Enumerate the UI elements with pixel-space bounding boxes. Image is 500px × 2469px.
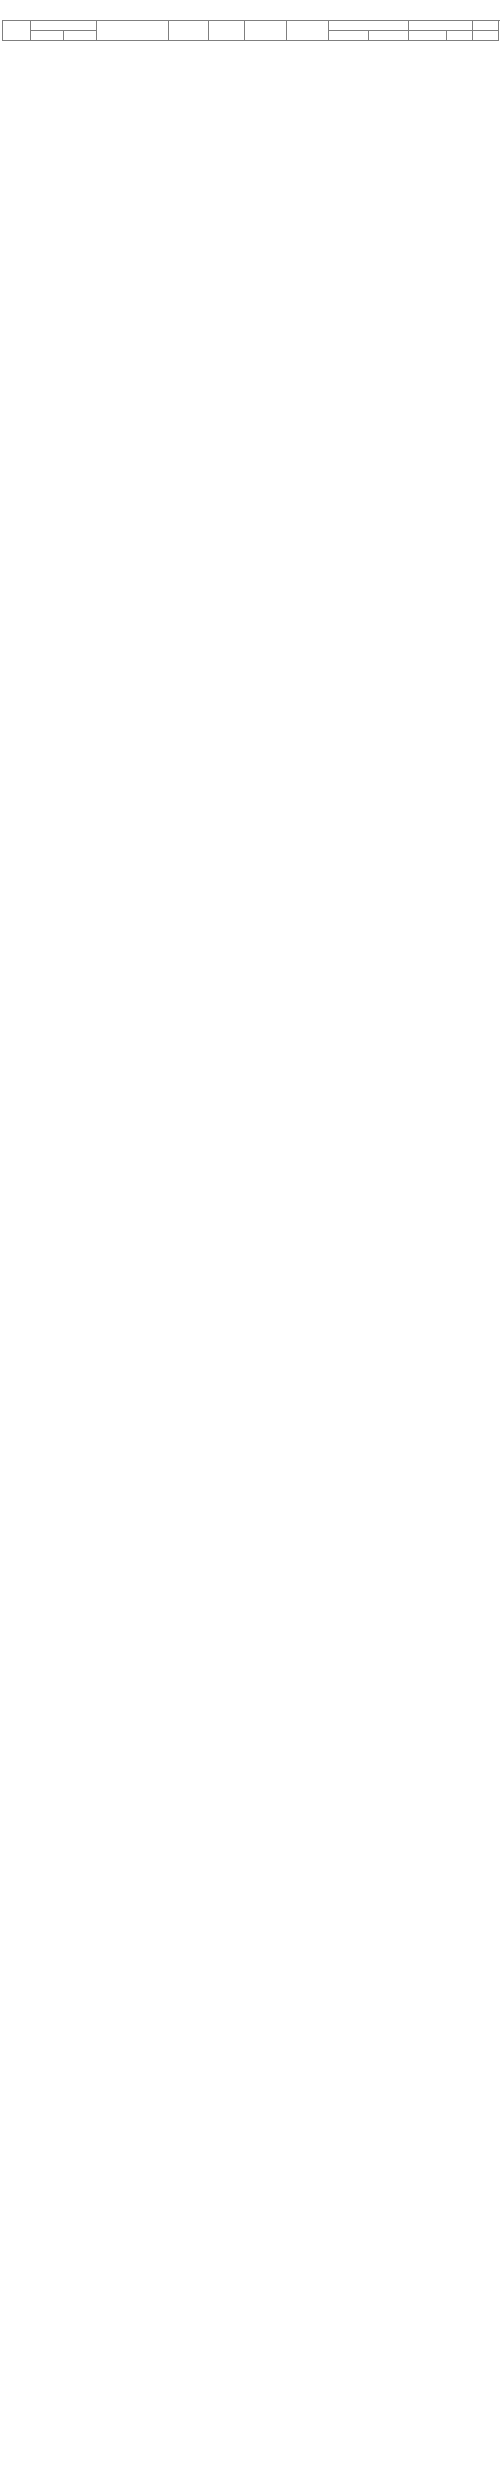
header-content [97, 21, 169, 41]
header-second [64, 31, 97, 41]
disclosure-table [2, 20, 499, 41]
header-timeline [209, 21, 245, 41]
page-title [0, 0, 500, 20]
header-all [329, 31, 369, 41]
header-carrier [287, 21, 329, 41]
header-subject [245, 21, 287, 41]
header-apply [447, 31, 473, 41]
header-seq [3, 21, 31, 41]
header-basis [169, 21, 209, 41]
header-mode-group [409, 21, 473, 31]
header-county [473, 31, 499, 41]
header-level-group [473, 21, 499, 31]
header-first [31, 31, 64, 41]
header-active [409, 31, 447, 41]
header-object-group [329, 21, 409, 31]
header-specific [369, 31, 409, 41]
header-item-group [31, 21, 97, 31]
